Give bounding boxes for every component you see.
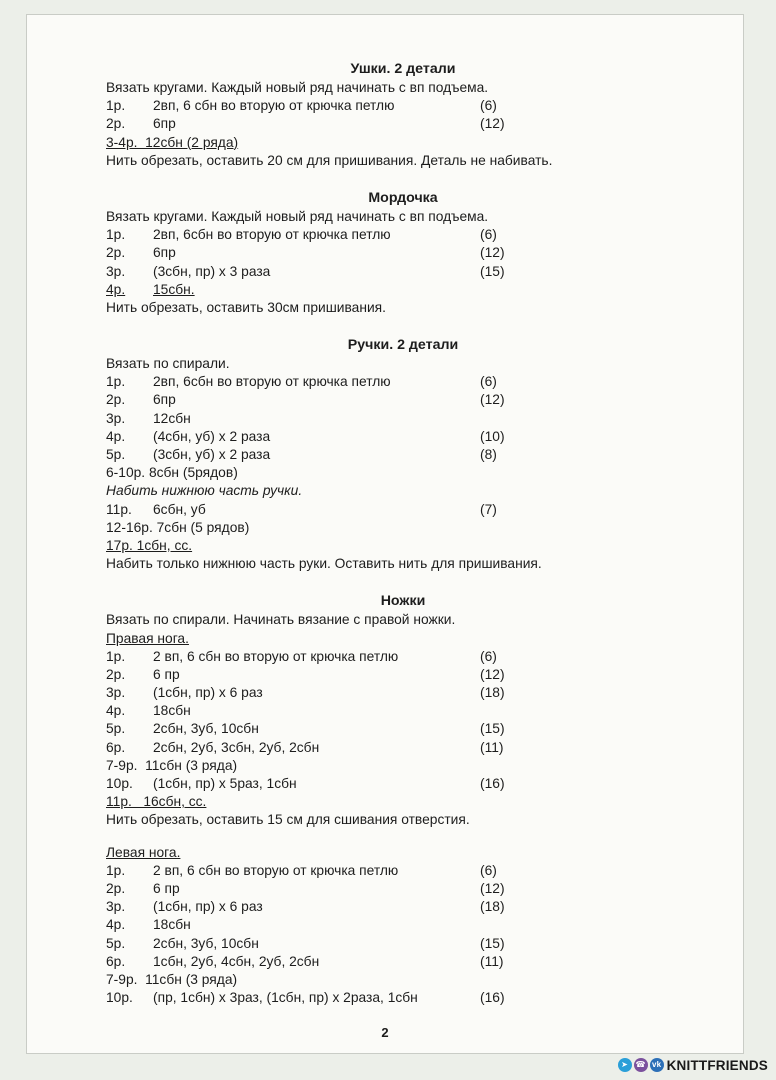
stitch-count: (16) (480, 776, 505, 791)
stitch-count: (6) (480, 862, 497, 878)
watermark-text: KNITTFRIENDS (666, 1057, 768, 1073)
row-instruction: (4сбн, уб) х 2 раза (153, 428, 271, 444)
vk-icon: vk (650, 1058, 664, 1072)
row-number: 2р. (106, 245, 126, 261)
row-number: 4р. (106, 428, 126, 444)
stitch-count: (15) (480, 935, 505, 951)
row-instruction: 2вп, 6 сбн во вторую от крючка петлю (153, 98, 395, 114)
stitch-count: (6) (480, 374, 497, 390)
instruction-line: Вязать по спирали. Начинать вязание с правой ножки. (106, 612, 456, 628)
pattern-row (106, 446, 706, 464)
stitch-count: (18) (480, 899, 505, 915)
row-instruction: 2сбн, 3уб, 10сбн (153, 721, 259, 737)
row-number: 1р. (106, 374, 126, 390)
row-instruction: 18сбн (153, 917, 191, 933)
stitch-count: (11) (480, 739, 504, 755)
stitch-count: (8) (480, 447, 497, 462)
row-number: 4р. (106, 703, 126, 719)
stitch-count: (7) (480, 501, 497, 517)
pattern-row (106, 916, 706, 934)
row-number: 10р. (106, 990, 133, 1006)
row-number: 3р. (106, 899, 126, 915)
stitch-count: (18) (480, 685, 505, 701)
row-number: 2р. (106, 116, 126, 132)
instruction-line: Нить обрезать, оставить 15 см для сшивания отверстия. (106, 812, 470, 828)
row-instruction: 6сбн, уб (153, 501, 206, 517)
pattern-row (106, 953, 706, 971)
row-instruction: 2сбн, 3уб, 10сбн (153, 935, 259, 951)
instruction-line: Правая нога. (106, 630, 189, 646)
instruction-line: Нить обрезать, оставить 30см пришивания. (106, 299, 386, 315)
pattern-row (106, 898, 706, 916)
stitch-count: (16) (480, 990, 505, 1006)
pattern-row (106, 244, 706, 262)
section (106, 188, 706, 317)
row-instruction: 6пр (153, 245, 176, 261)
row-instruction: (пр, 1сбн) х 3раз, (1сбн, пр) х 2раза, 1сбн (153, 990, 418, 1006)
pattern-row (106, 281, 706, 299)
pattern-content (106, 59, 706, 1025)
section-title: Ушки. 2 детали (350, 61, 456, 77)
pattern-row (106, 880, 706, 898)
telegram-icon: ➤ (618, 1058, 632, 1072)
stitch-count: (11) (480, 953, 504, 969)
stitch-count: (15) (480, 721, 505, 737)
instruction-line: Левая нога. (106, 844, 181, 860)
pattern-row (106, 702, 706, 720)
pattern-row (106, 775, 706, 793)
spacer (106, 830, 706, 844)
row-number: 3р. (106, 685, 126, 701)
pattern-row (106, 391, 706, 409)
row-number: 3р. (106, 263, 126, 279)
section (106, 335, 706, 573)
viber-icon: ☎ (634, 1058, 648, 1072)
stitch-count: (12) (480, 666, 505, 682)
page-number: 2 (381, 1025, 389, 1040)
row-instruction: 6 пр (153, 880, 180, 896)
row-instruction: 2 вп, 6 сбн во вторую от крючка петлю (153, 648, 399, 664)
row-number: 3р. (106, 410, 126, 426)
pattern-row (106, 428, 706, 446)
row-instruction: 2вп, 6сбн во вторую от крючка петлю (153, 227, 391, 243)
pattern-row (106, 739, 706, 757)
instruction-line: 11р. 16сбн, сс. (106, 794, 207, 810)
pattern-row (106, 373, 706, 391)
stitch-count: (6) (480, 227, 497, 243)
row-number: 4р. (106, 917, 126, 933)
document-page (26, 14, 744, 1054)
row-instruction: 18сбн (153, 703, 191, 719)
row-number: 1р. (106, 227, 126, 243)
row-number: 6р. (106, 739, 126, 755)
pattern-row (106, 935, 706, 953)
instruction-line: 7-9р. 11сбн (3 ряда) (106, 757, 238, 773)
row-instruction: (3сбн, пр) х 3 раза (153, 263, 271, 279)
row-instruction: (1сбн, пр) х 6 раз (153, 899, 263, 915)
instruction-line: Нить обрезать, оставить 20 см для пришивания. Деталь не набивать. (106, 152, 553, 168)
instruction-line: 12-16р. 7сбн (5 рядов) (106, 519, 250, 535)
instruction-line: 3-4р. 12сбн (2 ряда) (106, 134, 239, 150)
row-number: 5р. (106, 447, 126, 462)
row-instruction: 2вп, 6сбн во вторую от крючка петлю (153, 374, 391, 390)
instruction-line: 17р. 1сбн, сс. (106, 537, 193, 553)
stitch-count: (6) (480, 648, 497, 664)
row-instruction: (1сбн, пр) х 6 раз (153, 685, 263, 701)
row-number: 5р. (106, 935, 126, 951)
pattern-row (106, 862, 706, 880)
pattern-row (106, 263, 706, 281)
pattern-row (106, 226, 706, 244)
watermark (618, 1056, 768, 1074)
pattern-row (106, 989, 706, 1007)
pattern-row (106, 684, 706, 702)
row-number: 1р. (106, 648, 126, 664)
row-number: 1р. (106, 862, 126, 878)
pattern-row (106, 501, 706, 519)
row-number: 1р. (106, 98, 126, 114)
row-number: 10р. (106, 776, 133, 791)
pattern-row (106, 666, 706, 684)
row-instruction: 6 пр (153, 666, 180, 682)
row-instruction: 15сбн. (153, 281, 195, 297)
stitch-count: (6) (480, 98, 497, 114)
section (106, 59, 706, 170)
row-instruction: (3сбн, уб) х 2 раза (153, 447, 271, 462)
row-instruction: 6пр (153, 116, 176, 132)
row-instruction: 2 вп, 6 сбн во вторую от крючка петлю (153, 862, 399, 878)
pattern-row (106, 720, 706, 738)
row-number: 2р. (106, 392, 126, 408)
stitch-count: (12) (480, 245, 505, 261)
row-instruction: (1сбн, пр) х 5раз, 1сбн (153, 776, 297, 791)
stitch-count: (12) (480, 880, 505, 896)
section-title: Ножки (380, 593, 426, 610)
row-number: 2р. (106, 880, 126, 896)
stitch-count: (15) (480, 263, 505, 279)
section (106, 591, 706, 1007)
stitch-count: (12) (480, 392, 505, 408)
row-instruction: 1сбн, 2уб, 4сбн, 2уб, 2сбн (153, 953, 320, 969)
row-number: 6р. (106, 953, 126, 969)
pattern-row (106, 410, 706, 428)
section-title: Мордочка (368, 189, 438, 206)
row-instruction: 2сбн, 2уб, 3сбн, 2уб, 2сбн (153, 739, 320, 755)
row-number: 2р. (106, 666, 126, 682)
instruction-line: Вязать кругами. Каждый новый ряд начинать с вп подъема. (106, 80, 489, 95)
instruction-line: Вязать кругами. Каждый новый ряд начинать с вп подъема. (106, 208, 489, 224)
row-number: 4р. (106, 281, 126, 297)
instruction-line: Набить нижнюю часть ручки. (106, 483, 303, 499)
stitch-count: (10) (480, 428, 505, 444)
row-instruction: 6пр (153, 392, 176, 408)
row-number: 5р. (106, 721, 126, 737)
section-title: Ручки. 2 детали (347, 337, 459, 354)
pattern-row (106, 97, 706, 115)
instruction-line: Набить только нижнюю часть руки. Оставить нить для пришивания. (106, 556, 542, 572)
instruction-line: 7-9р. 11сбн (3 ряда) (106, 971, 238, 987)
row-instruction: 12сбн (153, 410, 191, 426)
stitch-count: (12) (480, 116, 505, 132)
pattern-row (106, 648, 706, 666)
instruction-line: Вязать по спирали. (106, 356, 230, 372)
row-number: 11р. (106, 501, 132, 517)
pattern-row (106, 115, 706, 133)
instruction-line: 6-10р. 8сбн (5рядов) (106, 465, 238, 481)
